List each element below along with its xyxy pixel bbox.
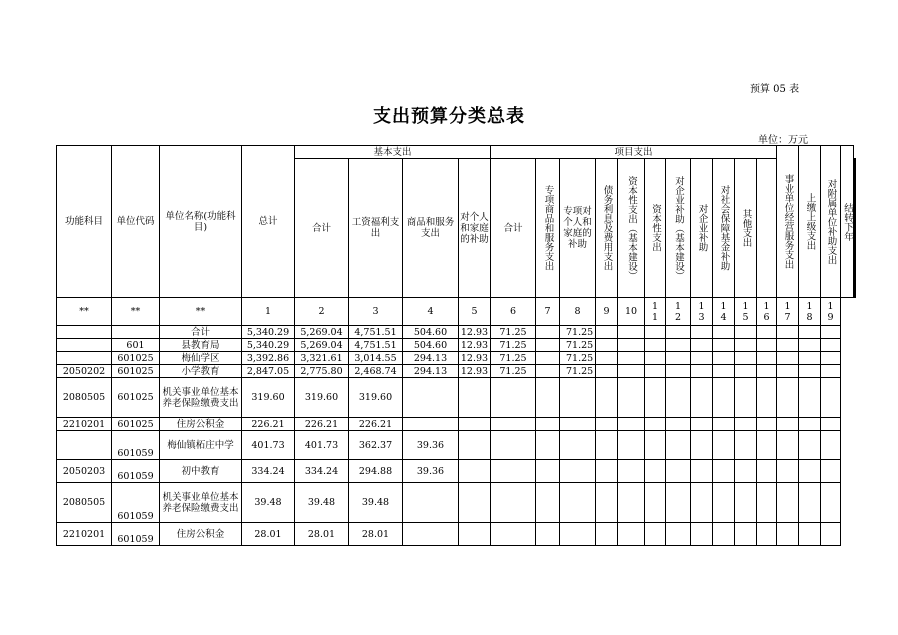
cell-empty xyxy=(799,378,821,418)
cell-empty xyxy=(666,418,691,431)
cell-empty xyxy=(821,365,841,378)
cell-empty xyxy=(618,418,645,431)
cell-empty xyxy=(666,378,691,418)
index-cell: 1 xyxy=(242,298,295,326)
index-cell: 1 5 xyxy=(735,298,757,326)
cell-name: 机关事业单位基本养老保险缴费支出 xyxy=(160,483,242,523)
header-project-debt: 债务利息及费用支出 xyxy=(601,185,613,271)
cell-b-goods: 39.36 xyxy=(403,431,459,460)
index-cell: 5 xyxy=(459,298,491,326)
cell-b-sum: 5,269.04 xyxy=(295,326,349,339)
cell-b-sum: 39.48 xyxy=(295,483,349,523)
cell-empty xyxy=(645,418,666,431)
cell-empty xyxy=(645,483,666,523)
cell-empty xyxy=(799,431,821,460)
cell-func: 2080505 xyxy=(57,483,112,523)
cell-p-sum xyxy=(491,523,536,546)
cell-empty xyxy=(799,365,821,378)
cell-empty xyxy=(799,460,821,483)
cell-b-wage: 319.60 xyxy=(349,378,403,418)
table-row xyxy=(57,352,856,365)
cell-b-sum: 2,775.80 xyxy=(295,365,349,378)
cell-empty xyxy=(713,378,735,418)
cell-p-goods xyxy=(536,378,560,418)
cell-empty xyxy=(821,460,841,483)
index-cell: 1 3 xyxy=(691,298,713,326)
cell-p-goods xyxy=(536,339,560,352)
index-cell: 4 xyxy=(403,298,459,326)
cell-empty xyxy=(666,431,691,460)
header-basic-goods: 商品和服务支出 xyxy=(403,159,459,298)
index-cell: 1 4 xyxy=(713,298,735,326)
cell-empty xyxy=(799,483,821,523)
cell-empty xyxy=(777,523,799,546)
cell-p-sum: 71.25 xyxy=(491,339,536,352)
cell-func xyxy=(57,431,112,460)
index-cell: 10 xyxy=(618,298,645,326)
cell-empty xyxy=(691,352,713,365)
budget-table xyxy=(56,145,856,546)
cell-empty xyxy=(777,352,799,365)
cell-b-personal xyxy=(459,418,491,431)
cell-empty xyxy=(691,483,713,523)
header-project-sum: 合计 xyxy=(491,159,536,298)
cell-empty xyxy=(777,483,799,523)
group-basic: 基本支出 xyxy=(295,146,491,159)
cell-empty xyxy=(821,378,841,418)
index-cell: 1 2 xyxy=(666,298,691,326)
cell-func xyxy=(57,352,112,365)
header-basic-wage: 工资福利支出 xyxy=(349,159,403,298)
cell-empty xyxy=(757,339,777,352)
cell-p-personal xyxy=(560,523,596,546)
table-row xyxy=(57,483,856,523)
cell-empty xyxy=(691,326,713,339)
table-row xyxy=(57,378,856,418)
cell-empty xyxy=(735,326,757,339)
table-row xyxy=(57,326,856,339)
cell-empty xyxy=(799,523,821,546)
cell-code: 601 xyxy=(112,339,160,352)
cell-total: 226.21 xyxy=(242,418,295,431)
index-cell: 6 xyxy=(491,298,536,326)
cell-empty xyxy=(777,326,799,339)
cell-empty xyxy=(757,365,777,378)
cell-empty xyxy=(821,431,841,460)
index-cell: 7 xyxy=(536,298,560,326)
header-project-other: 其他支出 xyxy=(740,209,752,247)
cell-total: 2,847.05 xyxy=(242,365,295,378)
cell-p-sum: 71.25 xyxy=(491,326,536,339)
cell-empty xyxy=(713,523,735,546)
unit-label: 单位：万元 xyxy=(758,135,808,146)
cell-p-goods xyxy=(536,365,560,378)
cell-empty xyxy=(691,431,713,460)
cell-empty xyxy=(735,483,757,523)
header-basic-personal: 对个人和家庭的补助 xyxy=(459,159,491,298)
cell-empty xyxy=(777,460,799,483)
cell-p-personal: 71.25 xyxy=(560,326,596,339)
cell-empty xyxy=(666,483,691,523)
cell-b-personal: 12.93 xyxy=(459,326,491,339)
cell-b-personal xyxy=(459,431,491,460)
cell-p-personal: 71.25 xyxy=(560,352,596,365)
header-project-capital-build: 资本性支出（基本建设） xyxy=(626,175,637,281)
cell-b-goods: 504.60 xyxy=(403,326,459,339)
index-row xyxy=(57,298,856,326)
cell-func xyxy=(57,326,112,339)
cell-empty xyxy=(735,460,757,483)
cell-name: 县教育局 xyxy=(160,339,242,352)
cell-p-goods xyxy=(536,460,560,483)
cell-p-personal: 71.25 xyxy=(560,365,596,378)
cell-empty xyxy=(799,326,821,339)
group-project: 项目支出 xyxy=(491,146,777,159)
cell-empty xyxy=(777,418,799,431)
cell-empty xyxy=(713,483,735,523)
cell-p-sum xyxy=(491,460,536,483)
cell-empty xyxy=(713,326,735,339)
index-cell: ** xyxy=(112,298,160,326)
cell-empty xyxy=(821,418,841,431)
table-row xyxy=(57,418,856,431)
cell-p-sum xyxy=(491,378,536,418)
cell-func: 2050203 xyxy=(57,460,112,483)
cell-empty xyxy=(596,326,618,339)
cell-empty xyxy=(618,326,645,339)
cell-code xyxy=(112,326,160,339)
cell-b-goods xyxy=(403,378,459,418)
index-cell: 9 xyxy=(596,298,618,326)
table-row xyxy=(57,523,856,546)
cell-empty xyxy=(596,365,618,378)
cell-empty xyxy=(713,365,735,378)
cell-p-goods xyxy=(536,352,560,365)
cell-p-sum: 71.25 xyxy=(491,365,536,378)
cell-empty xyxy=(757,378,777,418)
index-cell: 8 xyxy=(560,298,596,326)
cell-empty xyxy=(757,418,777,431)
cell-empty xyxy=(821,326,841,339)
page-title: 支出预算分类总表 xyxy=(373,106,525,127)
cell-b-personal xyxy=(459,483,491,523)
cell-total: 334.24 xyxy=(242,460,295,483)
cell-b-personal: 12.93 xyxy=(459,352,491,365)
cell-empty xyxy=(596,339,618,352)
cell-empty xyxy=(645,365,666,378)
cell-code: 601059 xyxy=(112,460,160,483)
form-number: 预算 05 表 xyxy=(750,84,800,95)
cell-b-wage: 362.37 xyxy=(349,431,403,460)
cell-empty xyxy=(735,352,757,365)
header-unit-name: 单位名称(功能科目) xyxy=(160,146,242,298)
cell-empty xyxy=(757,431,777,460)
cell-b-sum: 28.01 xyxy=(295,523,349,546)
cell-empty xyxy=(757,326,777,339)
cell-empty xyxy=(596,378,618,418)
cell-p-goods xyxy=(536,483,560,523)
cell-func: 2080505 xyxy=(57,378,112,418)
cell-b-wage: 4,751.51 xyxy=(349,326,403,339)
cell-total: 5,340.29 xyxy=(242,339,295,352)
cell-p-goods xyxy=(536,523,560,546)
cell-b-sum: 5,269.04 xyxy=(295,339,349,352)
cell-p-goods xyxy=(536,418,560,431)
cell-empty xyxy=(757,352,777,365)
index-cell: 1 7 xyxy=(777,298,799,326)
header-project-social: 对社会保障基金补助 xyxy=(718,185,730,271)
cell-empty xyxy=(618,339,645,352)
cell-empty xyxy=(666,352,691,365)
cell-empty xyxy=(821,339,841,352)
index-cell: 1 8 xyxy=(799,298,821,326)
cell-empty xyxy=(645,460,666,483)
table-row xyxy=(57,339,856,352)
cell-b-sum: 3,321.61 xyxy=(295,352,349,365)
header-project-goods: 专项商品和服务支出 xyxy=(542,185,554,271)
cell-name: 梅仙学区 xyxy=(160,352,242,365)
cell-empty xyxy=(596,460,618,483)
cell-p-sum xyxy=(491,431,536,460)
cell-empty xyxy=(691,365,713,378)
cell-b-personal xyxy=(459,523,491,546)
header-project-ent-build: 对企业补助（基本建设） xyxy=(673,175,684,281)
cell-empty xyxy=(645,352,666,365)
cell-empty xyxy=(666,523,691,546)
cell-code: 601025 xyxy=(112,418,160,431)
header-subsidy: 对附属单位补助支出 xyxy=(825,178,837,265)
cell-name: 初中教育 xyxy=(160,460,242,483)
cell-p-personal xyxy=(560,483,596,523)
cell-b-sum: 401.73 xyxy=(295,431,349,460)
header-biz: 事业单位经营服务支出 xyxy=(782,174,794,269)
cell-total: 401.73 xyxy=(242,431,295,460)
cell-empty xyxy=(596,431,618,460)
cell-b-personal: 12.93 xyxy=(459,339,491,352)
cell-b-personal xyxy=(459,460,491,483)
table-row xyxy=(57,460,856,483)
index-cell: 1 9 xyxy=(821,298,841,326)
cell-func: 2210201 xyxy=(57,523,112,546)
cell-b-sum: 319.60 xyxy=(295,378,349,418)
cell-empty xyxy=(757,460,777,483)
cell-total: 5,340.29 xyxy=(242,326,295,339)
cell-empty xyxy=(596,352,618,365)
cell-empty xyxy=(691,418,713,431)
cell-empty xyxy=(777,365,799,378)
cell-b-goods: 39.36 xyxy=(403,460,459,483)
cell-empty xyxy=(713,431,735,460)
cell-p-personal xyxy=(560,431,596,460)
cell-b-personal: 12.93 xyxy=(459,365,491,378)
cell-empty xyxy=(735,365,757,378)
cell-b-goods: 504.60 xyxy=(403,339,459,352)
header-total: 总计 xyxy=(242,146,295,298)
cell-empty xyxy=(666,460,691,483)
cell-empty xyxy=(618,378,645,418)
cell-b-wage: 2,468.74 xyxy=(349,365,403,378)
cell-empty xyxy=(735,523,757,546)
cell-p-goods xyxy=(536,326,560,339)
cell-name: 梅仙镇柘庄中学 xyxy=(160,431,242,460)
cell-p-personal xyxy=(560,378,596,418)
cell-code: 601025 xyxy=(112,378,160,418)
cell-name: 机关事业单位基本养老保险缴费支出 xyxy=(160,378,242,418)
cell-empty xyxy=(713,418,735,431)
cell-empty xyxy=(777,431,799,460)
cell-func: 2210201 xyxy=(57,418,112,431)
cell-p-sum: 71.25 xyxy=(491,352,536,365)
cell-total: 319.60 xyxy=(242,378,295,418)
cell-b-wage: 294.88 xyxy=(349,460,403,483)
cell-empty xyxy=(618,523,645,546)
cell-empty xyxy=(618,352,645,365)
cell-empty xyxy=(596,523,618,546)
cell-total: 39.48 xyxy=(242,483,295,523)
header-upper: 上缴上级支出 xyxy=(804,193,816,250)
cell-empty xyxy=(645,378,666,418)
cell-empty xyxy=(666,339,691,352)
cell-total: 28.01 xyxy=(242,523,295,546)
cell-name: 小学教育 xyxy=(160,365,242,378)
cell-empty xyxy=(596,483,618,523)
cell-empty xyxy=(777,339,799,352)
cell-b-wage: 226.21 xyxy=(349,418,403,431)
cell-empty xyxy=(618,431,645,460)
index-cell: 1 1 xyxy=(645,298,666,326)
cell-name: 住房公积金 xyxy=(160,523,242,546)
cell-empty xyxy=(799,418,821,431)
header-func: 功能科目 xyxy=(57,146,112,298)
cell-empty xyxy=(618,460,645,483)
cell-p-sum xyxy=(491,483,536,523)
cell-empty xyxy=(757,523,777,546)
cell-empty xyxy=(691,523,713,546)
cell-b-wage: 4,751.51 xyxy=(349,339,403,352)
cell-b-wage: 3,014.55 xyxy=(349,352,403,365)
cell-func xyxy=(57,339,112,352)
cell-empty xyxy=(618,483,645,523)
cell-p-personal: 71.25 xyxy=(560,339,596,352)
header-project-personal: 专项对个人和家庭的补助 xyxy=(560,159,596,298)
header-project-ent: 对企业补助 xyxy=(696,204,708,252)
cell-empty xyxy=(666,365,691,378)
cell-p-sum xyxy=(491,418,536,431)
cell-empty xyxy=(596,418,618,431)
cell-b-goods xyxy=(403,418,459,431)
cell-empty xyxy=(799,352,821,365)
cell-b-sum: 226.21 xyxy=(295,418,349,431)
cell-code: 601059 xyxy=(112,431,160,460)
cell-empty xyxy=(821,483,841,523)
cell-empty xyxy=(821,523,841,546)
cell-empty xyxy=(735,378,757,418)
cell-empty xyxy=(645,339,666,352)
cell-empty xyxy=(735,339,757,352)
cell-empty xyxy=(618,365,645,378)
cell-empty xyxy=(821,352,841,365)
cell-total: 3,392.86 xyxy=(242,352,295,365)
cell-b-goods: 294.13 xyxy=(403,352,459,365)
index-cell: 1 6 xyxy=(757,298,777,326)
cell-empty xyxy=(713,339,735,352)
header-unit-code: 单位代码 xyxy=(112,146,160,298)
header-carry: 结转下年 xyxy=(842,202,853,241)
cell-empty xyxy=(691,378,713,418)
cell-p-personal xyxy=(560,460,596,483)
cell-empty xyxy=(645,326,666,339)
cell-code: 601059 xyxy=(112,483,160,523)
header-basic-sum: 合计 xyxy=(295,159,349,298)
header-project-capital: 资本性支出 xyxy=(650,204,661,252)
cell-empty xyxy=(691,339,713,352)
cell-name: 住房公积金 xyxy=(160,418,242,431)
cell-b-goods: 294.13 xyxy=(403,365,459,378)
cell-empty xyxy=(645,523,666,546)
cell-empty xyxy=(691,460,713,483)
cell-code: 601059 xyxy=(112,523,160,546)
table-row xyxy=(57,431,856,460)
cell-code: 601025 xyxy=(112,365,160,378)
cell-empty xyxy=(757,483,777,523)
cell-b-goods xyxy=(403,483,459,523)
cell-code: 601025 xyxy=(112,352,160,365)
cell-empty xyxy=(735,418,757,431)
cell-b-personal xyxy=(459,378,491,418)
cell-empty xyxy=(777,378,799,418)
cell-b-wage: 28.01 xyxy=(349,523,403,546)
index-cell: 2 xyxy=(295,298,349,326)
index-cell: ** xyxy=(160,298,242,326)
cell-empty xyxy=(713,460,735,483)
cell-func: 2050202 xyxy=(57,365,112,378)
cell-empty xyxy=(799,339,821,352)
cell-empty xyxy=(713,352,735,365)
cell-p-goods xyxy=(536,431,560,460)
cell-empty xyxy=(666,326,691,339)
cell-name: 合计 xyxy=(160,326,242,339)
cell-b-sum: 334.24 xyxy=(295,460,349,483)
cell-p-personal xyxy=(560,418,596,431)
table-row xyxy=(57,365,856,378)
cell-b-goods xyxy=(403,523,459,546)
cell-b-wage: 39.48 xyxy=(349,483,403,523)
index-cell: ** xyxy=(57,298,112,326)
index-cell: 3 xyxy=(349,298,403,326)
cell-empty xyxy=(645,431,666,460)
cell-empty xyxy=(735,431,757,460)
